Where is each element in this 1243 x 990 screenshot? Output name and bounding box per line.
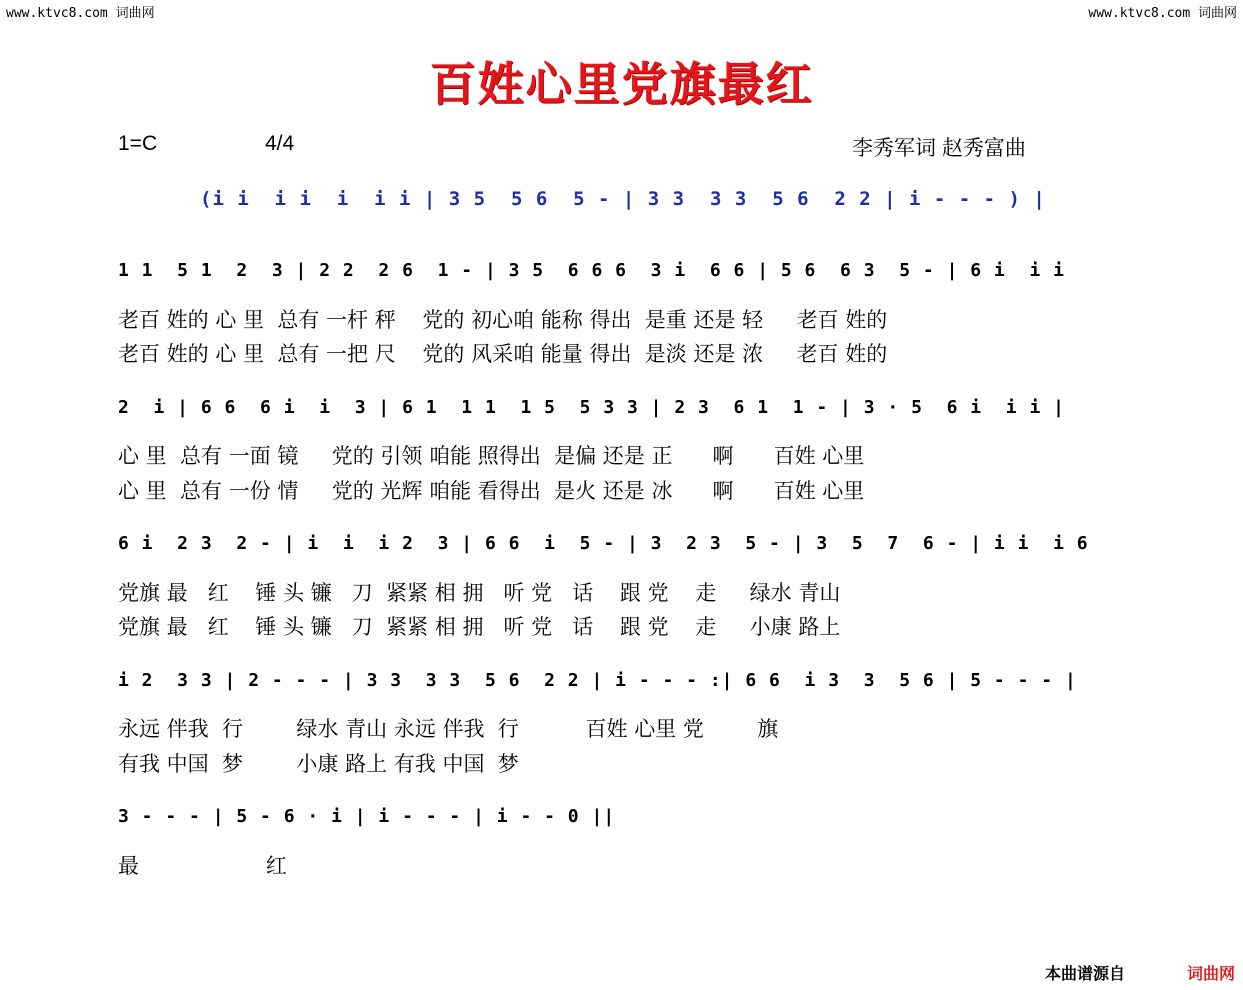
lyric-row-5-verse-1: 最 红 <box>118 854 287 878</box>
lyric-row-1-verse-2: 老百 姓的 心 里 总有 一把 尺 党的 风采咱 能量 得出 是淡 还是 浓 老百 姓的 <box>118 342 888 366</box>
lyric-row-1-verse-1: 老百 姓的 心 里 总有 一杆 秤 党的 初心咱 能称 得出 是重 还是 轻 老百 姓的 <box>118 308 888 332</box>
notation-row-1: 1 1 5 1 2 3 | 2 2 2 6 1 - | 3 5 6 6 6 3 i 6 6 | 5 6 6 3 5 - | 6 i i i <box>118 260 1065 281</box>
footer-logo[interactable]: 词曲网 <box>1186 964 1235 983</box>
lyric-row-3-verse-1: 党旗 最 红 锤 头 镰 刀 紧紧 相 拥 听 党 话 跟 党 走 绿水 青山 <box>118 581 841 605</box>
notation-row-2: 2 i | 6 6 6 i i 3 | 6 1 1 1 1 5 5 3 3 | 2 3 6 1 1 - | 3 · 5 6 i i i | <box>118 397 1065 418</box>
lyric-row-3-verse-2: 党旗 最 红 锤 头 镰 刀 紧紧 相 拥 听 党 话 跟 党 走 小康 路上 <box>118 615 841 639</box>
watermark-left: www.ktvc8.com 词曲网 <box>6 6 155 21</box>
key-signature: 1=C <box>118 132 158 155</box>
lyric-row-4-verse-1: 永远 伴我 行 绿水 青山 永远 伴我 行 百姓 心里 党 旗 <box>118 717 779 741</box>
lyric-row-2-verse-2: 心 里 总有 一份 情 党的 光辉 咱能 看得出 是火 还是 冰 啊 百姓 心里 <box>118 479 865 503</box>
prelude-notation: (i i i i i i i | 3 5 5 6 5 - | 3 3 3 3 5 6 2 2 | i - - - ) | <box>200 188 1046 210</box>
credits: 李秀军词 赵秀富曲 <box>852 137 1026 160</box>
notation-row-5: 3 - - - | 5 - 6 · i | i - - - | i - - 0 || <box>118 806 616 827</box>
watermark-right: www.ktvc8.com 词曲网 <box>1088 6 1237 21</box>
footer-source-note: 本曲谱源自 <box>1044 964 1125 983</box>
song-title: 百姓心里党旗最红 <box>429 57 814 111</box>
notation-row-3: 6 i 2 3 2 - | i i i 2 3 | 6 6 i 5 - | 3 2 3 5 - | 3 5 7 6 - | i i i 6 <box>118 533 1089 554</box>
notation-row-4: i 2 3 3 | 2 - - - | 3 3 3 3 5 6 2 2 | i - - - :| 6 6 i 3 3 5 6 | 5 - - - | <box>118 670 1077 691</box>
lyric-row-2-verse-1: 心 里 总有 一面 镜 党的 引领 咱能 照得出 是偏 还是 正 啊 百姓 心里 <box>118 444 865 468</box>
lyric-row-4-verse-2: 有我 中国 梦 小康 路上 有我 中国 梦 <box>118 752 519 776</box>
time-signature: 4/4 <box>265 132 295 155</box>
